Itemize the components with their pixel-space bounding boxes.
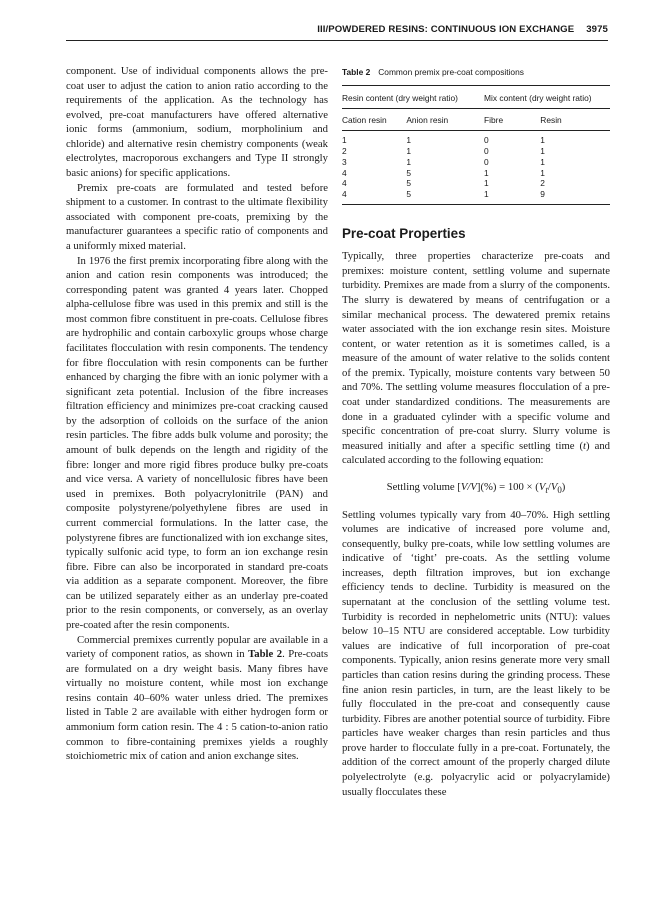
right-column <box>342 64 610 799</box>
paragraph: component. Use of individual components allows the pre-coat user to adjust the cation to anion ratio according to the requirements of the application. As the technology has evolved, pre-coat manufacturers have offered alternative ionic forms (ammonium, sodium, morpholinium and chloride) and alternative resin chemistry components (weak electrolytes, macroporous exchangers and Type II strongly basic anions) for specific applications. <box>66 65 328 180</box>
paragraph: Premix pre-coats are formulated and tested before shipment to a customer. In contrast to the ultimate flexibility associated with component pre-coats, premixing by the manufacturer guarantees a specific ratio of components and a uniformly mixed material. <box>66 181 328 252</box>
table-cell: 2 <box>342 146 347 157</box>
table-row <box>342 189 610 204</box>
table-cell: 1 <box>484 188 489 199</box>
table-cell: 5 <box>406 188 411 199</box>
table-group-header: Resin content (dry weight ratio) <box>342 86 484 109</box>
left-column <box>66 64 328 764</box>
table-cell: 4 <box>342 188 347 199</box>
table-cell: 1 <box>406 146 411 157</box>
table-row <box>342 168 610 179</box>
table-cell: 0 <box>484 146 489 157</box>
running-head <box>66 24 608 41</box>
table-cell: 5 <box>406 167 411 178</box>
settling-volume-equation: Settling volume $[V/V](\%) = 100 \times (V_t/V_0)$ <box>386 480 566 496</box>
paragraph: In 1976 the first premix incorporating fibre along with the anion and cation resin components was introduced; the corresponding patent was granted 4 years later. Chopped alpha-cellulose fibre was used in this premix and still is the most common fibre constituent in pre-coats. Cellulose fibres are hydrophilic and contain carboxylic groups whose charge facilitates flocculation with resin components. The tendency for fibre flocculation with resin components can be further enhanced by charging the fibre with an ionic polymer with a significant zeta potential. Inclusion of the fibre increases filtration efficiency and minimizes pre-coat cracking caused by the adsorption of colloids on the surface of the anion resin particles. The fibre adds bulk volume and porosity; the amount of bulk depends on the length and rigidity of the fibre: longer and more rigid fibres produce bulky pre-coats and vice versa. A variety of noncellulosic fibres have been used in premixes. Both polyacrylonitrile (PAN) and composite polystyrene/polyethylene fibres are used in current commercial formulations. In the latter case, the polystyrene fibres are functionalized with ion exchange sites, typically sulfonic acid type, to form an ion exchange resin fibre. Fibre can also be incorporated in standard pre-coats via addition as a separate component. Moreover, the fibre can be utilized separately either as an underlay pre-coated prior to the resin components, or conversely, as an overlay pre-coated after the resin components. <box>66 254 328 631</box>
running-head-title: III/POWDERED RESINS: CONTINUOUS ION EXCHANGE <box>317 24 575 35</box>
table-cell: 1 <box>540 135 545 146</box>
table-column-header: Fibre <box>484 108 540 131</box>
table-cell: 1 <box>342 135 347 146</box>
table-cell: 9 <box>540 188 545 199</box>
paragraph: Settling volumes typically vary from 40–70%. High settling volumes are indicative of increased pore volume and, consequently, bulky pre-coats, while low settling volumes are indicative of ‘tight’ pre-coats. As the settling volume increases, depth filtration improves, but ion exchange efficiency tends to decline. Turbidity is measured on the supernatant at the conclusion of the settling volume test. Turbidity is recorded in nephelometric units (NTU): values below 10–15 NTU are considered acceptable. Low turbidity values are indicative of full incorporation of pre-coat components. Typically, anion resins generate more very small particles than cation resins during the grinding process. These fine anion resin particles, in turn, are the least likely to be fully flocculated in the pre-coat and consequently cause turbidity. Fibres are another potential source of turbidity. Fibre particles have weaker charges than resin particles and thus prove harder to flocculate fully in a pre-coat. Fortunately, the addition of the correct amount of the properly charged dilute polyelectrolyte (e.g. polyacrylic acid or polyacrylamide) usually flocculates these <box>342 508 610 798</box>
table-cell: 1 <box>484 178 489 189</box>
table-group-header: Mix content (dry weight ratio) <box>484 86 610 109</box>
table-cell: 3 <box>342 156 347 167</box>
table-cell: 4 <box>342 178 347 189</box>
table-cell: 4 <box>342 167 347 178</box>
table-label: Table 2 <box>342 67 371 77</box>
table-column-header: Anion resin <box>406 108 484 131</box>
table-cell: 2 <box>540 178 545 189</box>
table-cell: 0 <box>484 156 489 167</box>
table-cell: 1 <box>406 156 411 167</box>
table-cell: 5 <box>406 178 411 189</box>
page-number: 3975 <box>586 24 608 35</box>
table-row <box>342 146 610 157</box>
paragraph: Typically, three properties characterize pre-coats and premixes: moisture content, settling volume and supernate turbidity. Premixes are made from a slurry of the components. The slurry is dewatered by means of centrifugation or a similar mechanical process. The dewatered premix retains water associated with the ion exchange resin sites. Moisture content, or water retention as it is sometimes called, is a measure of the amount of water relative to the solids content of the premix. Typically, moisture contents vary between 50 and 70%. The settling volume measures flocculation of a pre-coat under standardized conditions. The measurements are done in a graduated cylinder with a specific volume and specific concentration of pre-coat slurry. Slurry volume is measured initially and after a specific settling time (t) and calculated according to the following equation: <box>342 250 611 467</box>
table-caption <box>342 66 610 78</box>
paragraph: Commercial premixes currently popular are available in a variety of component ratios, as shown in Table 2. Pre-coats are formulated on a dry weight basis. Many fibres have virtually no moisture content, while most ion exchange resins contain 40–60% water unless dried. The premixes listed in Table 2 are available with either hydrogen form or ammonium form cation resin. The 4 : 5 cation-to-anion ratio common to fibre-containing premixes yields a roughly stoichiometric mix of cation and anion exchange sites. <box>66 633 329 763</box>
table-row <box>342 131 610 146</box>
variable-t: t <box>583 439 587 452</box>
table-cell: 1 <box>540 167 545 178</box>
table-cell: 1 <box>406 135 411 146</box>
table-cell: 0 <box>484 135 489 146</box>
premix-table <box>342 85 610 205</box>
table-column-header: Resin <box>540 108 610 131</box>
table-cell: 1 <box>540 146 545 157</box>
table-cell: 1 <box>484 167 489 178</box>
table-row <box>342 157 610 168</box>
table-column-header: Cation resin <box>342 108 406 131</box>
section-heading: Pre-coat Properties <box>342 225 466 241</box>
table-caption-text: Common premix pre-coat compositions <box>378 67 524 77</box>
table-reference: Table 2 <box>248 648 283 661</box>
table-row <box>342 178 610 189</box>
table-cell: 1 <box>540 156 545 167</box>
